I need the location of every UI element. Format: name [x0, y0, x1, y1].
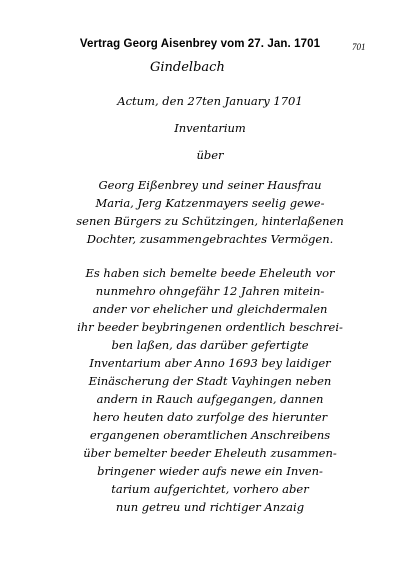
paragraph-line: Es haben sich bemelte beede Eheleuth vor	[85, 266, 335, 280]
paragraph-line: ander vor ehelicher und gleichdermalen	[92, 302, 328, 316]
paragraph-owners	[0, 176, 420, 248]
paragraph-line: senen Bürgers zu Schützingen, hinterlaßenen	[76, 214, 344, 228]
paragraph-line: bringener wieder aufs newe ein Inven-	[97, 464, 323, 478]
paragraph-line: hero heuten dato zurfolge des hierunter	[92, 410, 328, 424]
place-name: Gindelbach	[150, 60, 225, 75]
paragraph-line: ergangenen oberamtlichen Anschreibens	[89, 428, 331, 442]
page-number: 701	[352, 42, 366, 52]
paragraph-line: über bemelter beeder Eheleuth zusammen-	[83, 446, 337, 460]
paragraph-line: ihr beeder beybringenen ordentlich beschrei-	[77, 320, 343, 334]
preposition-line: über	[196, 148, 224, 162]
paragraph-body	[0, 264, 420, 516]
paragraph-line: andern in Rauch aufgegangen, dannen	[96, 392, 324, 406]
paragraph-line: Georg Eißenbrey und seiner Hausfrau	[98, 178, 322, 192]
date-line: Actum, den 27ten January 1701	[117, 94, 303, 108]
paragraph-line: Einäscherung der Stadt Vayhingen neben	[88, 374, 332, 388]
paragraph-line: nun getreu und richtiger Anzaig	[115, 500, 305, 514]
paragraph-line: tarium aufgerichtet, vorhero aber	[111, 482, 309, 496]
inventory-heading: Inventarium	[174, 121, 246, 135]
paragraph-line: Maria, Jerg Katzenmayers seelig gewe-	[95, 196, 325, 210]
document-header-title: Vertrag Georg Aisenbrey vom 27. Jan. 1701	[79, 38, 321, 50]
paragraph-line: Inventarium aber Anno 1693 bey laidiger	[89, 356, 331, 370]
paragraph-line: ben laßen, das darüber gefertigte	[111, 338, 309, 352]
paragraph-line: Dochter, zusammengebrachtes Vermögen.	[86, 232, 334, 246]
paragraph-line: nunmehro ohngefähr 12 Jahren mitein-	[95, 284, 325, 298]
